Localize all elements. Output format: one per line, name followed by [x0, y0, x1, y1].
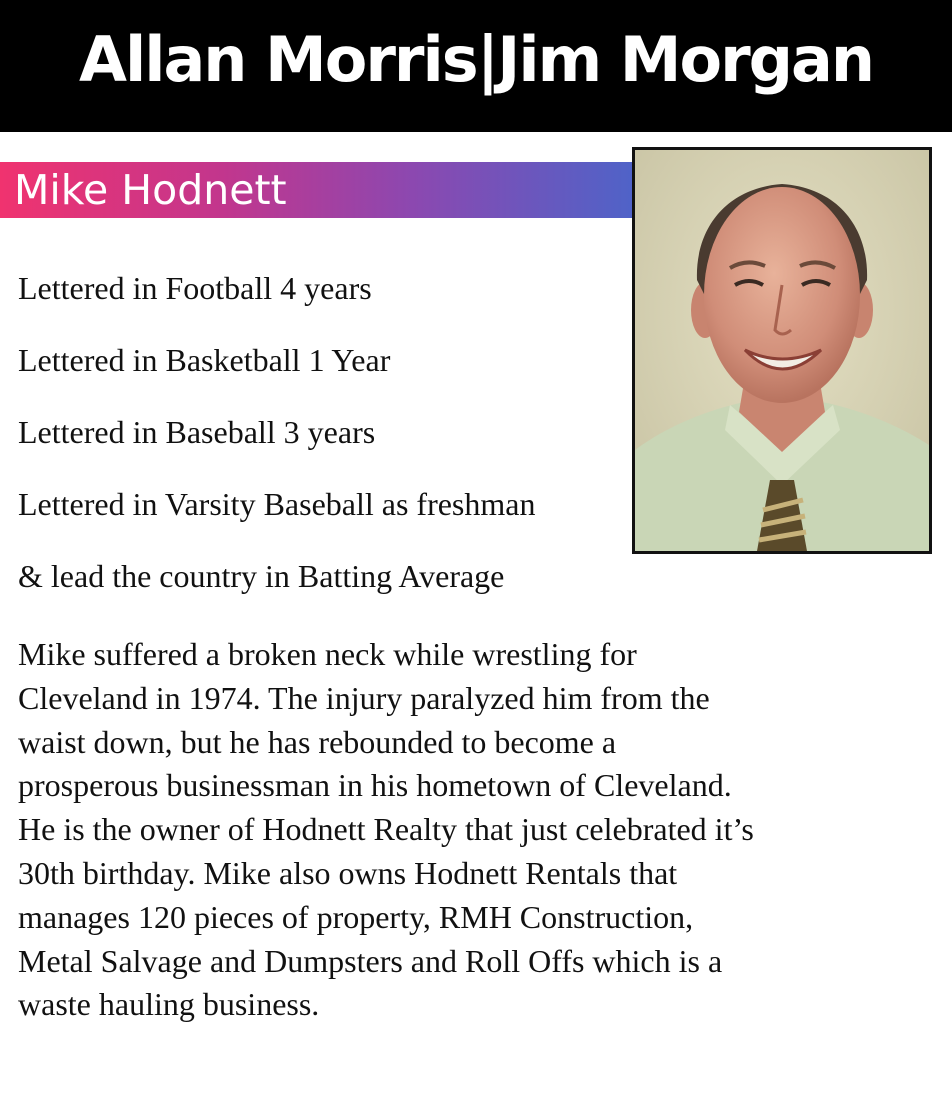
name-banner [0, 162, 634, 218]
stat-item: & lead the country in Batting Average [18, 558, 505, 594]
stat-item: Lettered in Baseball 3 years [18, 414, 376, 450]
bio-line: He is the owner of Hodnett Realty that just celebrated it’s [18, 811, 754, 848]
bio-line: Cleveland in 1974. The injury paralyzed him from the [18, 679, 710, 716]
bio-line: manages 120 pieces of property, RMH Construction, [18, 898, 694, 935]
bio-line: Metal Salvage and Dumpsters and Roll Offs which is a [18, 942, 723, 979]
bio-line: 30th birthday. Mike also owns Hodnett Rentals that [18, 854, 678, 891]
page-title: Allan Morris|Jim Morgan [78, 23, 874, 96]
profile-name: Mike Hodnett [14, 166, 287, 214]
stat-item: Lettered in Basketball 1 Year [18, 342, 391, 378]
header-banner [0, 0, 952, 132]
bio-line: waste hauling business. [18, 986, 320, 1023]
stat-item: Lettered in Varsity Baseball as freshman [18, 486, 536, 522]
stat-item: Lettered in Football 4 years [18, 270, 372, 306]
bio-line: Mike suffered a broken neck while wrestling for [18, 636, 637, 672]
portrait-photo [632, 147, 932, 554]
portrait-illustration [635, 150, 929, 551]
biography-paragraph [18, 633, 938, 1027]
bio-line: waist down, but he has rebounded to become a [18, 723, 617, 760]
bio-line: prosperous businessman in his hometown of Cleveland. [18, 767, 732, 804]
athletic-stats-list [18, 252, 628, 612]
